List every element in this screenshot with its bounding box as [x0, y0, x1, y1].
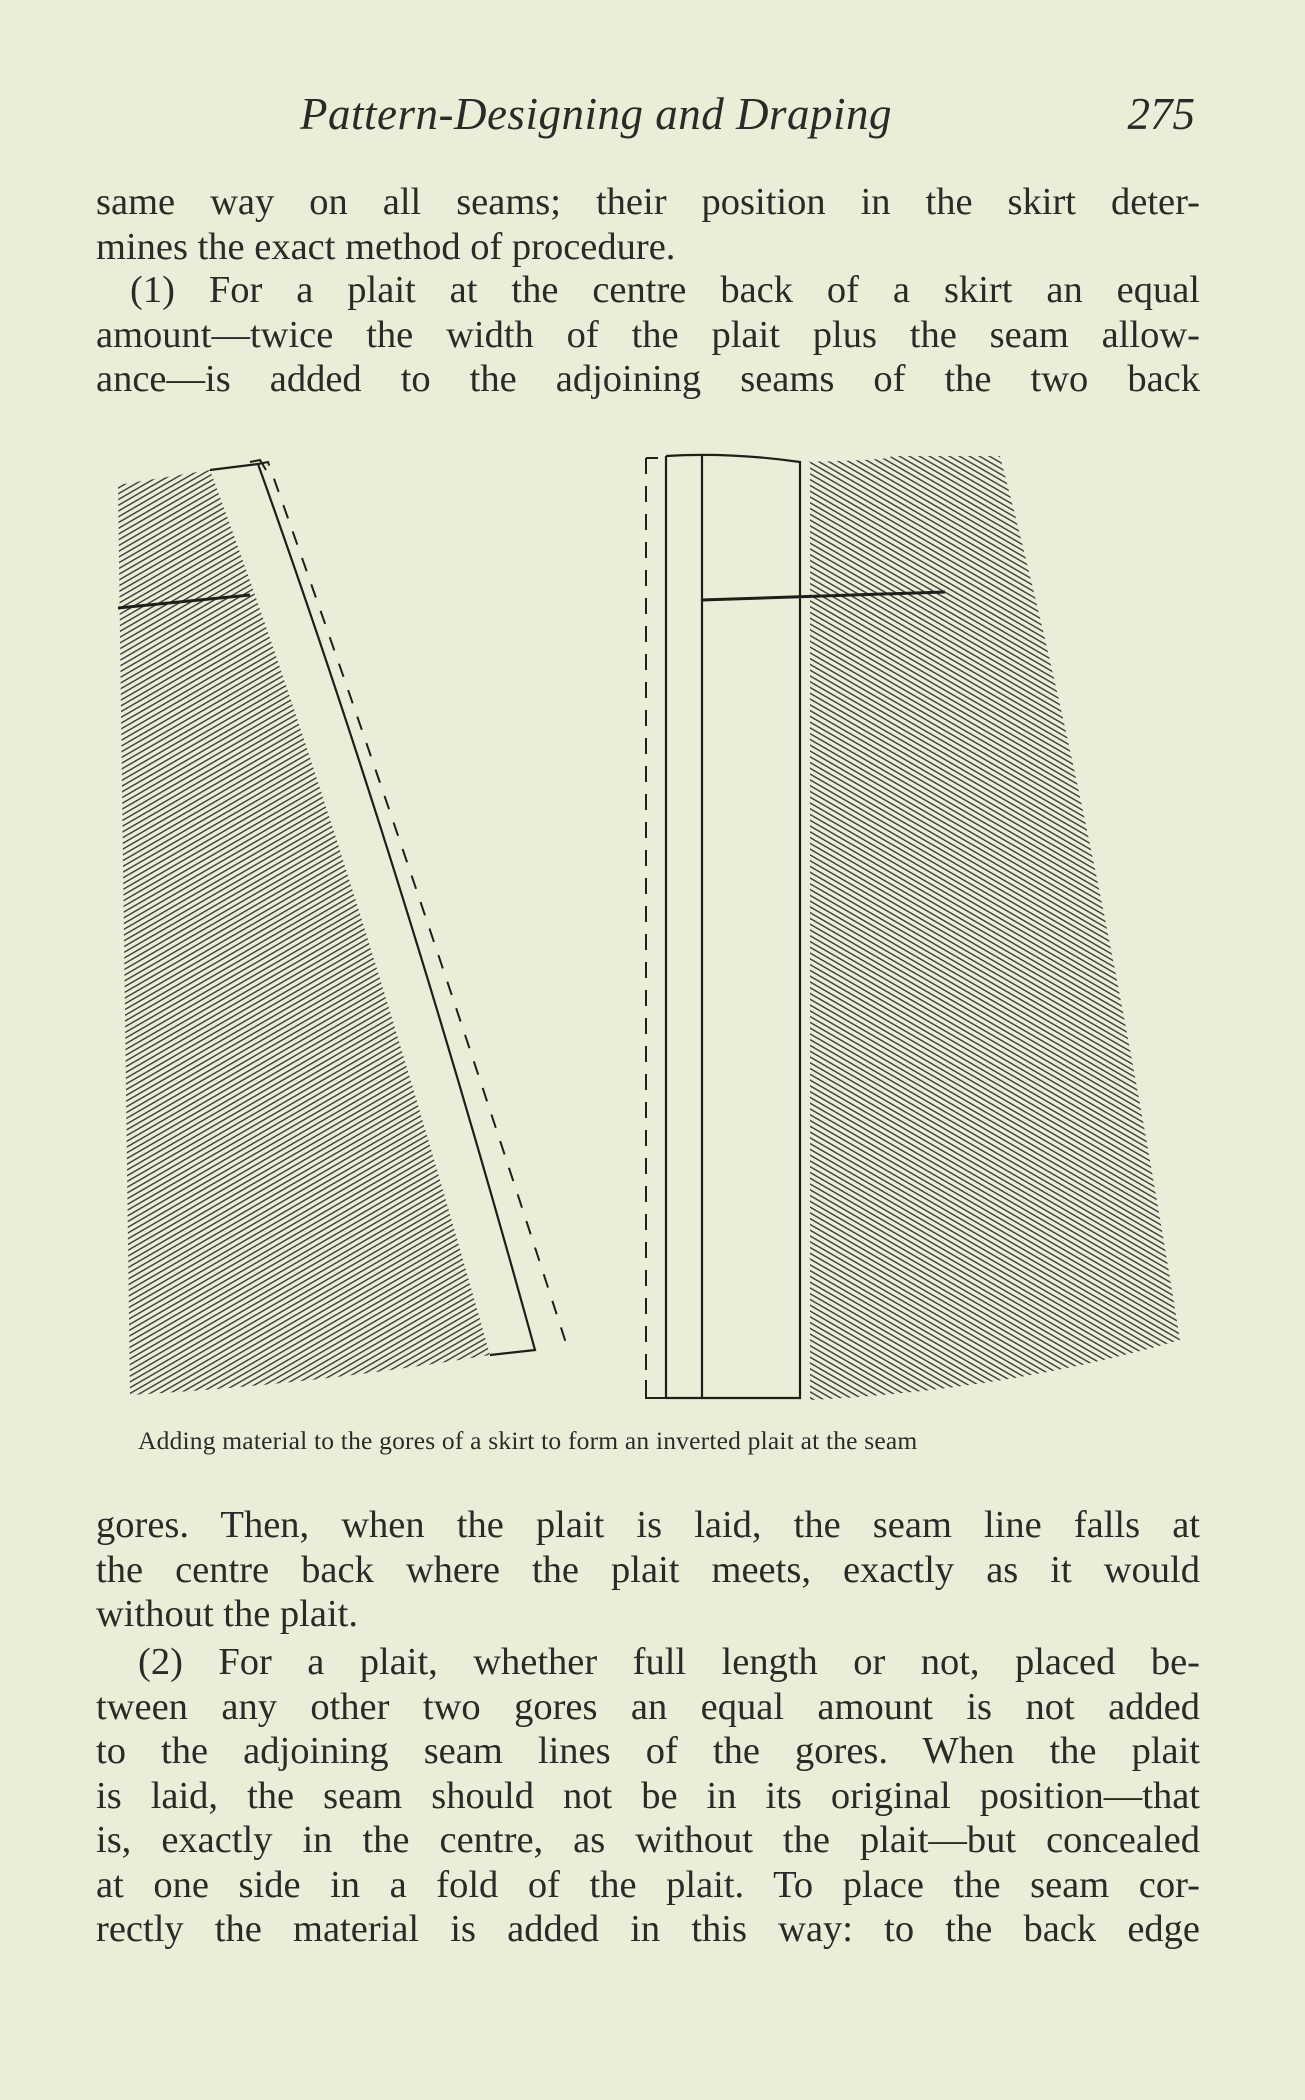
running-title: Pattern-Designing and Draping — [300, 89, 892, 139]
paragraph-1 — [96, 180, 1200, 269]
skirt-gore-figure — [110, 440, 1210, 1410]
text-line: the centre back where the plait meets, exactly as it would — [96, 1548, 1200, 1591]
paragraph-3 — [96, 1503, 1200, 1637]
text-line: (1) For a plait at the centre back of a skirt an equal — [130, 269, 1200, 311]
paragraph-4 — [96, 1640, 1200, 1952]
text-line: gores. Then, when the plait is laid, the seam line falls at — [96, 1504, 1200, 1546]
text-line: without the plait. — [96, 1593, 358, 1635]
paragraph-2 — [96, 268, 1200, 402]
text-line: amount—twice the width of the plait plus the seam allow- — [96, 313, 1200, 356]
gore-diagram — [110, 440, 1210, 1410]
running-header — [300, 88, 1200, 148]
text-line: mines the exact method of procedure. — [96, 225, 676, 268]
text-line: at one side in a fold of the plait. To place the seam cor- — [96, 1863, 1200, 1906]
text-line: is, exactly in the centre, as without the plait—but concealed — [96, 1819, 1200, 1861]
figure-caption: Adding material to the gores of a skirt to form an inverted plait at the seam — [138, 1426, 918, 1455]
left-gore — [118, 470, 490, 1395]
text-line: is laid, the seam should not be in its original position—that — [96, 1774, 1200, 1817]
text-line: to the adjoining seam lines of the gores. When the plait — [96, 1730, 1200, 1772]
text-line: rectly the material is added in this way: to the back edge — [96, 1908, 1200, 1950]
text-line: ance—is added to the adjoining seams of the two back — [96, 358, 1200, 400]
right-gore — [800, 456, 1180, 1400]
page-number: 275 — [1127, 89, 1195, 139]
text-line: same way on all seams; their position in the skirt deter- — [96, 181, 1200, 223]
text-line: (2) For a plait, whether full length or not, placed be- — [138, 1641, 1200, 1683]
text-line: tween any other two gores an equal amount is not added — [96, 1685, 1200, 1728]
